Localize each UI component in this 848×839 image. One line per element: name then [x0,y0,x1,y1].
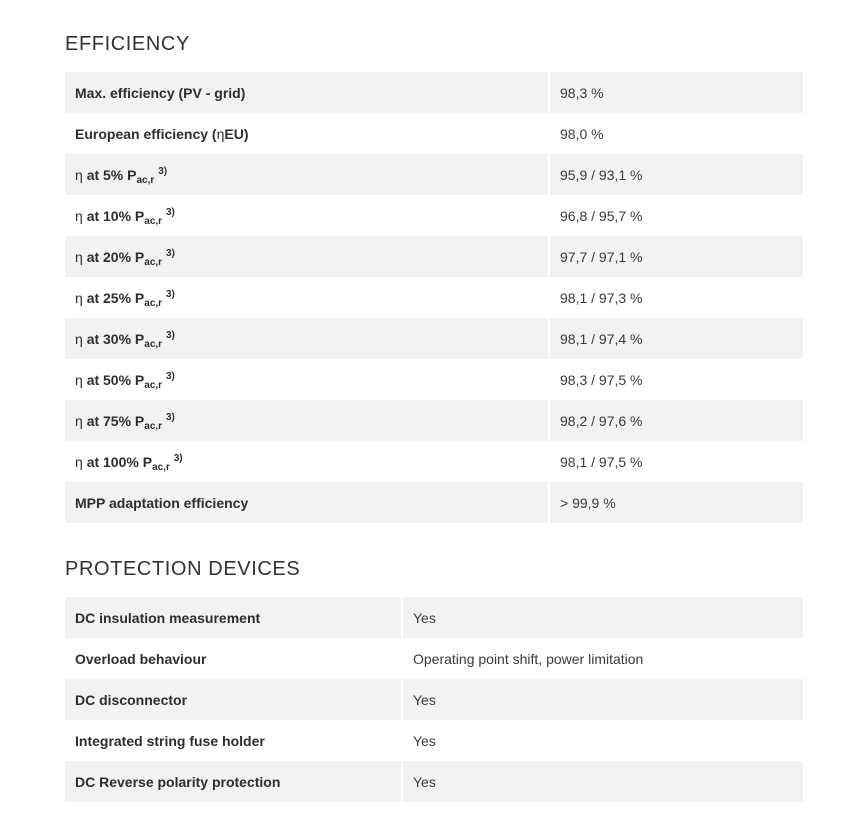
table-row [65,597,803,638]
row-label: η at 75% $P_{ac,r}$ $^{3)}$ [65,400,548,441]
row-label: η at 10% $P_{ac,r}$ $^{3)}$ [75,206,175,227]
table-row [65,679,803,720]
table-row [65,638,803,679]
row-value: 96,8 / 95,7 % [548,195,803,236]
eta-symbol: η [75,412,83,429]
row-label: Max. efficiency (PV - grid) [65,72,548,113]
row-value: Yes [401,597,803,638]
efficiency-heading: EFFICIENCY [65,33,190,55]
row-value: Yes [401,679,803,720]
protection-table [65,597,803,802]
eta-symbol: η [75,371,83,388]
eta-symbol: η [216,125,225,142]
table-row [65,441,803,482]
efficiency-table [65,72,803,523]
table-row [65,195,803,236]
protection-heading: PROTECTION DEVICES [65,558,301,580]
table-row [65,318,803,359]
row-label: DC disconnector [65,679,401,720]
row-label: MPP adaptation efficiency [65,482,548,523]
row-label: DC insulation measurement [65,597,401,638]
row-value: Yes [401,720,803,761]
table-row [65,482,803,523]
row-label: η at 100% $P_{ac,r}$ $^{3)}$ [75,452,183,473]
table-row [65,154,803,195]
row-value: 98,3 / 97,5 % [548,359,803,400]
eta-symbol: η [75,330,83,347]
table-row [65,400,803,441]
table-row [65,720,803,761]
eta-symbol: η [75,248,83,265]
table-row [65,277,803,318]
table-row [65,359,803,400]
eta-symbol: η [75,289,83,306]
row-value: 98,1 / 97,4 % [548,318,803,359]
row-value: Operating point shift, power limitation [401,638,803,679]
row-value: 98,0 % [548,113,803,154]
eta-symbol: η [75,166,83,183]
row-label: η at 20% $P_{ac,r}$ $^{3)}$ [65,236,548,277]
row-label: η at 5% $P_{ac,r}$ $^{3)}$ [65,154,548,195]
row-value: 95,9 / 93,1 % [548,154,803,195]
eta-symbol: η [75,207,83,224]
row-label: Integrated string fuse holder [75,732,265,749]
row-value: 98,1 / 97,3 % [548,277,803,318]
row-label: η at 25% $P_{ac,r}$ $^{3)}$ [75,288,175,309]
row-value: 98,3 % [548,72,803,113]
table-row [65,236,803,277]
row-value: 98,1 / 97,5 % [548,441,803,482]
row-label: η at 30% $P_{ac,r}$ $^{3)}$ [65,318,548,359]
row-label: η at 50% $P_{ac,r}$ $^{3)}$ [75,370,175,391]
eta-symbol: η [75,453,83,470]
row-label: DC Reverse polarity protection [65,761,401,802]
row-label: European efficiency (ηEU) [75,125,249,142]
row-value: 97,7 / 97,1 % [548,236,803,277]
row-value: 98,2 / 97,6 % [548,400,803,441]
row-label: Overload behaviour [75,650,207,667]
row-value: > 99,9 % [548,482,803,523]
table-row [65,113,803,154]
table-row [65,761,803,802]
row-value: Yes [401,761,803,802]
table-row [65,72,803,113]
